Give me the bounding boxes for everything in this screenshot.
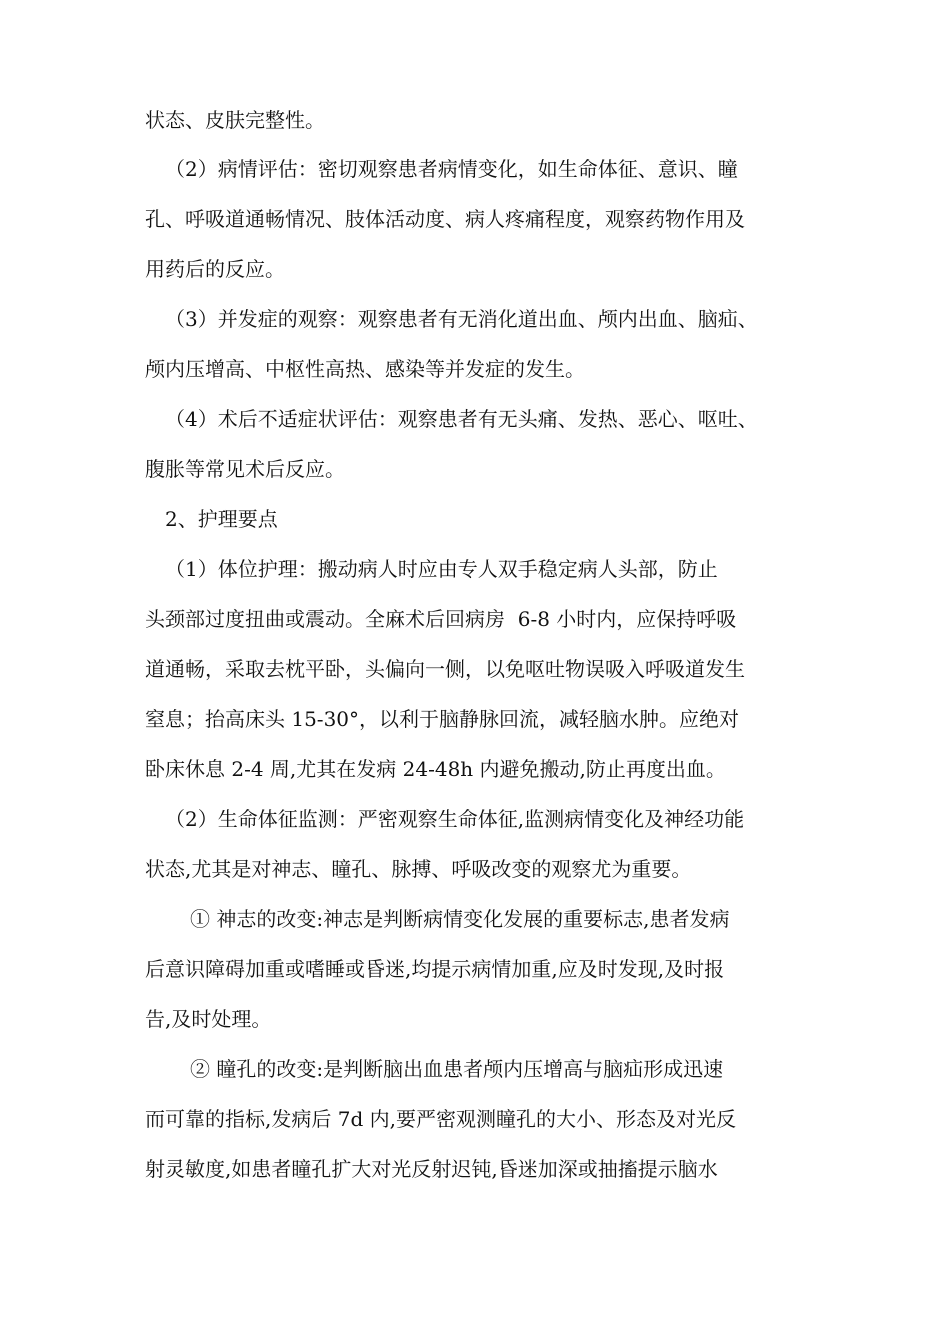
text-line: 道通畅，采取去枕平卧，头偏向一侧，以免呕吐物误吸入呼吸道发生 (145, 657, 745, 681)
text-line: 头颈部过度扭曲或震动。全麻术后回病房 6-8 小时内，应保持呼吸 (145, 607, 737, 631)
text-line: 状态、皮肤完整性。 (145, 108, 325, 132)
text-line: 腹胀等常见术后反应。 (145, 457, 345, 481)
text-line: 而可靠的指标,发病后 7d 内,要严密观测瞳孔的大小、形态及对光反 (145, 1107, 736, 1131)
section-heading: 2、护理要点 (165, 507, 278, 531)
text-line: （2）病情评估：密切观察患者病情变化，如生命体征、意识、瞳 (165, 157, 738, 181)
text-line: 告,及时处理。 (145, 1007, 272, 1031)
text-line: 卧床休息 2-4 周,尤其在发病 24-48h 内避免搬动,防止再度出血。 (145, 757, 726, 781)
text-line: 状态,尤其是对神志、瞳孔、脉搏、呼吸改变的观察尤为重要。 (145, 857, 692, 881)
text-line: 射灵敏度,如患者瞳孔扩大对光反射迟钝,昏迷加深或抽搐提示脑水 (145, 1157, 718, 1181)
text-line: （4）术后不适症状评估：观察患者有无头痛、发热、恶心、呕吐、 (165, 407, 758, 431)
text-line: 窒息；抬高床头 15-30°，以利于脑静脉回流，减轻脑水肿。应绝对 (145, 707, 740, 731)
text-line: ② 瞳孔的改变:是判断脑出血患者颅内压增高与脑疝形成迅速 (190, 1057, 724, 1081)
text-line: 颅内压增高、中枢性高热、感染等并发症的发生。 (145, 357, 585, 381)
text-line: ① 神志的改变:神志是判断病情变化发展的重要标志,患者发病 (190, 907, 730, 931)
text-line: （1）体位护理：搬动病人时应由专人双手稳定病人头部，防止 (165, 557, 718, 581)
text-line: 用药后的反应。 (145, 257, 285, 281)
text-line: 孔、呼吸道通畅情况、肢体活动度、病人疼痛程度，观察药物作用及 (145, 207, 745, 231)
text-line: （2）生命体征监测：严密观察生命体征,监测病情变化及神经功能 (165, 807, 745, 831)
text-line: （3）并发症的观察：观察患者有无消化道出血、颅内出血、脑疝、 (165, 307, 758, 331)
text-line: 后意识障碍加重或嗜睡或昏迷,均提示病情加重,应及时发现,及时报 (145, 957, 725, 981)
